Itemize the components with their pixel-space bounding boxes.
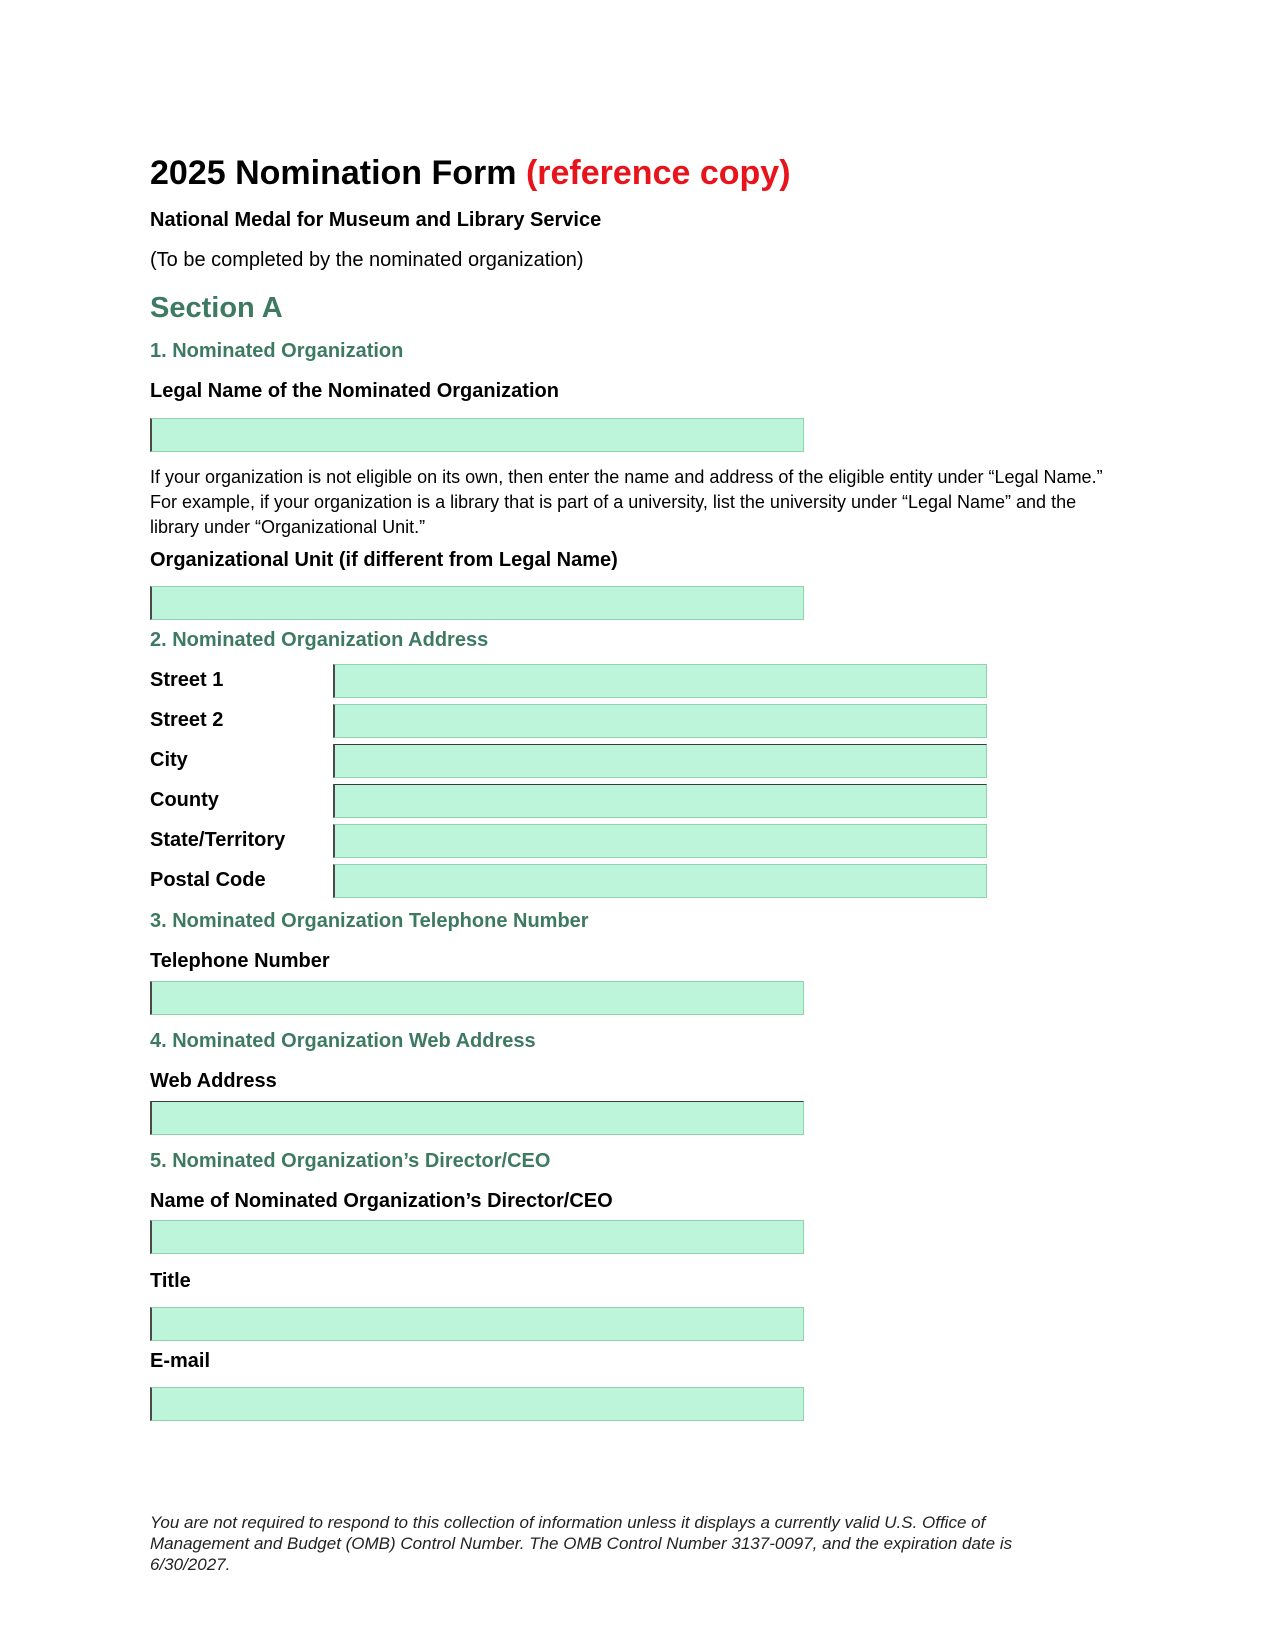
director-name-label: Name of Nominated Organization’s Director/CEO (150, 1190, 613, 1212)
state-label: State/Territory (150, 829, 286, 851)
q3-heading: 3. Nominated Organization Telephone Number (150, 910, 589, 932)
telephone-label: Telephone Number (150, 950, 330, 972)
street1-field[interactable] (333, 664, 987, 698)
web-address-label: Web Address (150, 1070, 277, 1092)
q2-heading: 2. Nominated Organization Address (150, 629, 489, 651)
page-title (150, 150, 791, 196)
org-unit-field[interactable] (150, 586, 804, 620)
director-email-field[interactable] (150, 1387, 804, 1421)
director-email-label: E-mail (150, 1350, 211, 1372)
county-field[interactable] (333, 784, 987, 818)
street2-field[interactable] (333, 704, 987, 738)
q1-heading: 1. Nominated Organization (150, 340, 404, 362)
section-title: Section A (150, 292, 283, 324)
postal-code-label: Postal Code (150, 869, 266, 891)
form-title: 2025 Nomination Form (150, 154, 517, 192)
street2-label: Street 2 (150, 709, 224, 731)
completion-instructions: (To be completed by the nominated organization) (150, 249, 584, 271)
director-title-field[interactable] (150, 1307, 804, 1341)
q5-heading: 5. Nominated Organization’s Director/CEO (150, 1150, 551, 1172)
legal-name-label: Legal Name of the Nominated Organization (150, 380, 559, 402)
omb-notice: You are not required to respond to this collection of information unless it displays a currently valid U.S. Office of Management and Budget (OMB) Control Number. The OMB Control Number 3137-0097, and the expiration date is 6/30/2027. (150, 1513, 1013, 1574)
eligibility-note: If your organization is not eligible on its own, then enter the name and address of the eligible entity under “Legal Name.” For example, if your organization is a library that is part of a university, list the university under “Legal Name” and the library under “Organizational Unit.” (150, 467, 1103, 537)
reference-copy-note: (reference copy) (525, 154, 791, 192)
legal-name-field[interactable] (150, 418, 804, 452)
telephone-field[interactable] (150, 981, 804, 1015)
city-field[interactable] (333, 744, 987, 778)
director-name-field[interactable] (150, 1220, 804, 1254)
q4-heading: 4. Nominated Organization Web Address (150, 1030, 536, 1052)
director-title-label: Title (150, 1270, 191, 1292)
org-unit-label: Organizational Unit (if different from Legal Name) (150, 549, 618, 571)
web-address-field[interactable] (150, 1101, 804, 1135)
county-label: County (150, 789, 219, 811)
form-subtitle: National Medal for Museum and Library Service (150, 209, 602, 231)
postal-code-field[interactable] (333, 864, 987, 898)
street1-label: Street 1 (150, 669, 224, 691)
city-label: City (150, 749, 188, 771)
state-field[interactable] (333, 824, 987, 858)
